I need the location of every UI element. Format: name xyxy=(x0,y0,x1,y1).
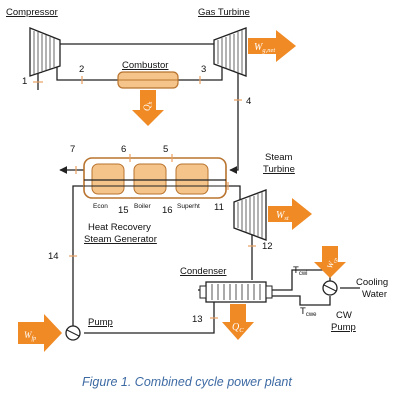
gas-turbine-label: Gas Turbine xyxy=(198,7,250,18)
steam-turbine xyxy=(234,190,266,240)
cooling-water-label-1: Cooling xyxy=(356,277,389,288)
cooling-water-label-2: Water xyxy=(362,289,387,300)
superht-label: Superht xyxy=(177,203,200,210)
svg-text:Wg,net: $W_{g,net}$ xyxy=(254,42,276,54)
compressor-label: Compressor xyxy=(6,7,58,18)
cw-pump-work-arrow xyxy=(314,246,346,278)
steam-turbine-label-2: Turbine xyxy=(263,164,295,175)
state-5: 5 xyxy=(163,144,169,155)
state-14: 14 xyxy=(48,251,59,262)
state-1: 1 xyxy=(22,76,28,87)
state-15: 15 xyxy=(118,205,129,216)
state-2: 2 xyxy=(79,64,85,75)
hrsg-label-2: Steam Generator xyxy=(84,234,157,245)
steam-turbine-work-arrow xyxy=(268,198,312,230)
state-12: 12 xyxy=(262,241,273,252)
compressor xyxy=(30,28,60,76)
t-cwi-label: $T_{cwi}$ xyxy=(293,265,308,277)
combustor-label: Combustor xyxy=(122,60,169,71)
cw-pump xyxy=(323,281,337,295)
figure-caption: Figure 1. Combined cycle power plant xyxy=(82,375,292,389)
hrsg xyxy=(84,158,226,198)
gas-turbine xyxy=(214,28,246,76)
steam-turbine-label-1: Steam xyxy=(265,152,293,163)
svg-text:Wcp: $W_{cp}$ xyxy=(325,257,340,270)
boiler-label: Boiler xyxy=(134,203,151,210)
state-7: 7 xyxy=(70,144,76,155)
cw-pump-label-2: Pump xyxy=(331,322,356,333)
svg-text:QC: $Q_C$ xyxy=(232,322,244,334)
pump-label: Pump xyxy=(88,317,113,328)
combustor-heat-arrow xyxy=(132,90,164,126)
cw-pump-label-1: CW xyxy=(336,310,352,321)
state-13: 13 xyxy=(192,314,203,325)
combustor xyxy=(118,72,178,88)
svg-text:Wfp: $W_{fp}$ xyxy=(24,330,37,342)
econ-label: Econ xyxy=(93,203,108,210)
state-16: 16 xyxy=(162,205,173,216)
state-4: 4 xyxy=(246,96,252,107)
hrsg-label-1: Heat Recovery xyxy=(88,222,151,233)
condenser xyxy=(200,282,272,302)
condenser-heat-arrow xyxy=(222,304,254,340)
svg-text:Wst: $W_{st}$ xyxy=(276,210,289,222)
gas-turbine-work-arrow xyxy=(248,30,296,62)
hrsg-section-labels xyxy=(93,203,200,210)
condenser-label: Condenser xyxy=(180,266,227,277)
t-cwe-label: $T_{cwe}$ xyxy=(300,306,317,318)
feed-pump xyxy=(66,326,80,340)
state-6: 6 xyxy=(121,144,127,155)
svg-text:Qh: $Q_h$ xyxy=(142,101,154,111)
state-11: 11 xyxy=(214,202,224,213)
state-3: 3 xyxy=(201,64,207,75)
feed-pump-work-arrow xyxy=(18,314,62,352)
